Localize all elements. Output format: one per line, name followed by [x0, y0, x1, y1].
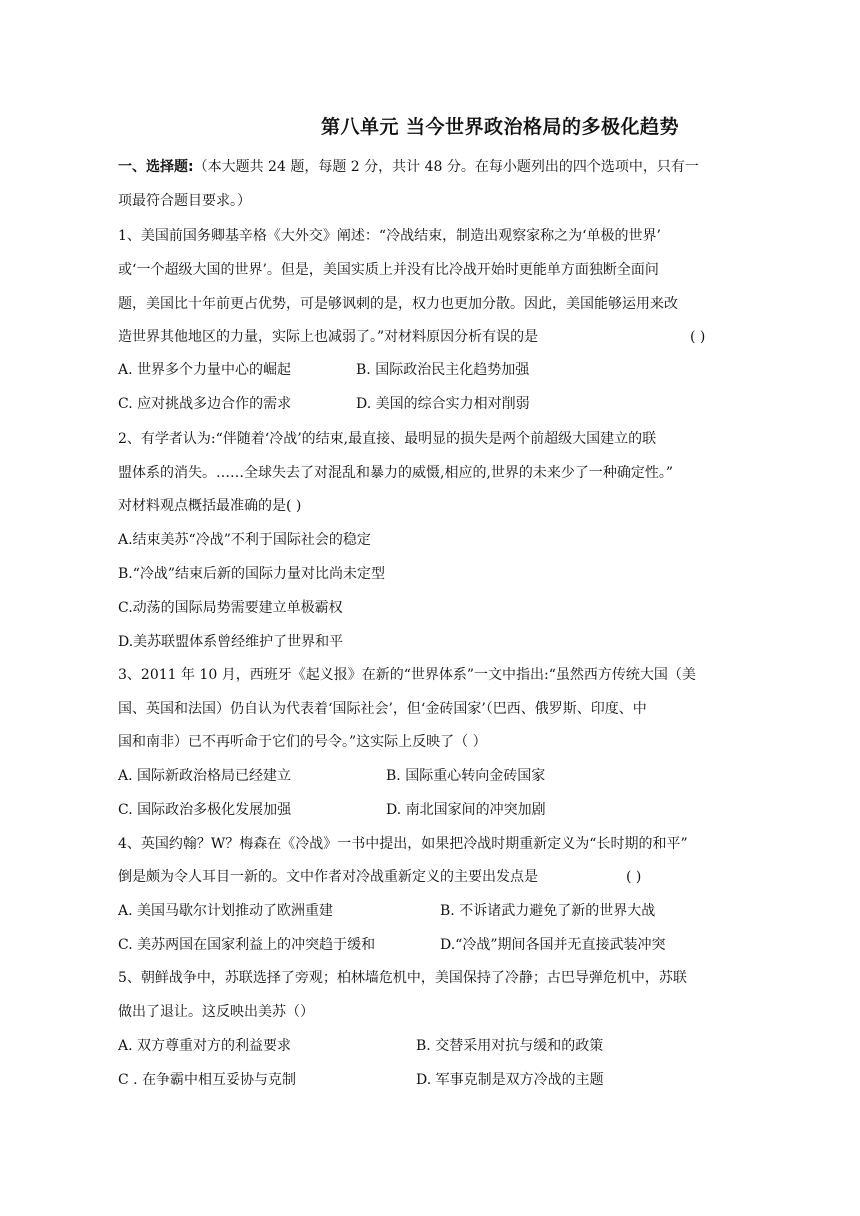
q4-option-a: A. 美国马歇尔计划推动了欧洲重建	[118, 903, 334, 919]
q5-option-b: B. 交替采用对抗与缓和的政策	[416, 1038, 604, 1054]
section-intro-line-1	[118, 157, 758, 177]
q3-option-b: B. 国际重心转向金砖国家	[386, 768, 546, 784]
q1-stem-line-3: 题，美国比十年前更占优势，可是够讽刺的是，权力也更加分散。因此，美国能够运用来改	[118, 296, 678, 312]
q3-option-a: A. 国际新政治格局已经建立	[118, 768, 292, 784]
q4-option-d: D.“冷战”期间各国并无直接武装冲突	[440, 937, 666, 953]
q5-option-d: D. 军事克制是双方冷战的主题	[416, 1072, 604, 1088]
section-intro-line-2: 项最符合题目要求。）	[118, 193, 251, 209]
q4-answer-blank: ( )	[626, 869, 642, 885]
q2-option-d: D.美苏联盟体系曾经维护了世界和平	[118, 634, 344, 650]
q3-stem-line-3: 国和南非）已不再听命于它们的号令。”这实际上反映了（ ）	[118, 734, 487, 750]
q1-answer-blank: ( )	[690, 329, 706, 345]
q2-stem-line-1: 2、有学者认为:“伴随着‘冷战’的结束,最直接、最明显的损失是两个前超级大国建立的联	[118, 431, 657, 447]
q2-stem-line-3: 对材料观点概括最准确的是( )	[118, 498, 302, 514]
q2-option-c: C.动荡的国际局势需要建立单极霸权	[118, 600, 343, 616]
q2-option-a: A.结束美苏“冷战”不利于国际社会的稳定	[118, 532, 371, 548]
q4-stem-line-1: 4、英国约翰？W？梅森在《冷战》一书中提出，如果把冷战时期重新定义为“长时期的和平”	[118, 836, 688, 852]
q4-option-c: C. 美苏两国在国家利益上的冲突趋于缓和	[118, 937, 376, 953]
q1-option-d: D. 美国的综合实力相对削弱	[356, 396, 530, 412]
q3-stem-line-2: 国、英国和法国）仍自认为代表着‘国际社会’，但‘金砖国家’（巴西、俄罗斯、印度、中	[118, 701, 647, 717]
q3-option-c: C. 国际政治多极化发展加强	[118, 802, 292, 818]
document-title: 第八单元 当今世界政治格局的多极化趋势	[320, 116, 680, 138]
q1-stem-line-1: 1、美国前国务卿基辛格《大外交》阐述：“冷战结束，制造出观察家称之为‘单极的世界’	[118, 228, 661, 244]
q1-stem-line-2: 或‘一个超级大国的世界’。但是，美国实质上并没有比冷战开始时更能单方面独断全面问	[118, 262, 659, 278]
q5-stem-line-1: 5、朝鲜战争中，苏联选择了旁观；柏林墙危机中，美国保持了冷静；古巴导弹危机中，苏联	[118, 970, 687, 986]
q2-stem-line-2: 盟体系的消失。……全球失去了对混乱和暴力的威慑,相应的,世界的未来少了一种确定性。”	[118, 465, 674, 481]
q1-option-b: B. 国际政治民主化趋势加强	[356, 362, 530, 378]
q3-stem-line-1: 3、2011 年 10 月，西班牙《起义报》在新的“世界体系”一文中指出:“虽然西方传统大国（美	[118, 667, 696, 683]
q5-option-c: C . 在争霸中相互妥协与克制	[118, 1072, 297, 1088]
section-description: （本大题共 24 题，每题 2 分，共计 48 分。在每小题列出的四个选项中，只有一	[193, 159, 699, 175]
q1-option-a: A. 世界多个力量中心的崛起	[118, 362, 292, 378]
q1-option-c: C. 应对挑战多边合作的需求	[118, 396, 292, 412]
q2-option-b: B.“冷战”结束后新的国际力量对比尚未定型	[118, 566, 386, 582]
section-heading: 一、选择题:	[118, 159, 194, 175]
q4-stem-line-2: 倒是颇为令人耳目一新的。文中作者对冷战重新定义的主要出发点是	[118, 869, 538, 885]
q4-option-b: B. 不诉诸武力避免了新的世界大战	[440, 903, 656, 919]
q5-stem-line-2: 做出了退让。这反映出美苏（）	[118, 1004, 314, 1020]
q3-option-d: D. 南北国家间的冲突加剧	[386, 802, 546, 818]
q5-option-a: A. 双方尊重对方的利益要求	[118, 1038, 292, 1054]
q1-stem-line-4: 造世界其他地区的力量，实际上也减弱了。”对材料原因分析有误的是	[118, 329, 539, 345]
